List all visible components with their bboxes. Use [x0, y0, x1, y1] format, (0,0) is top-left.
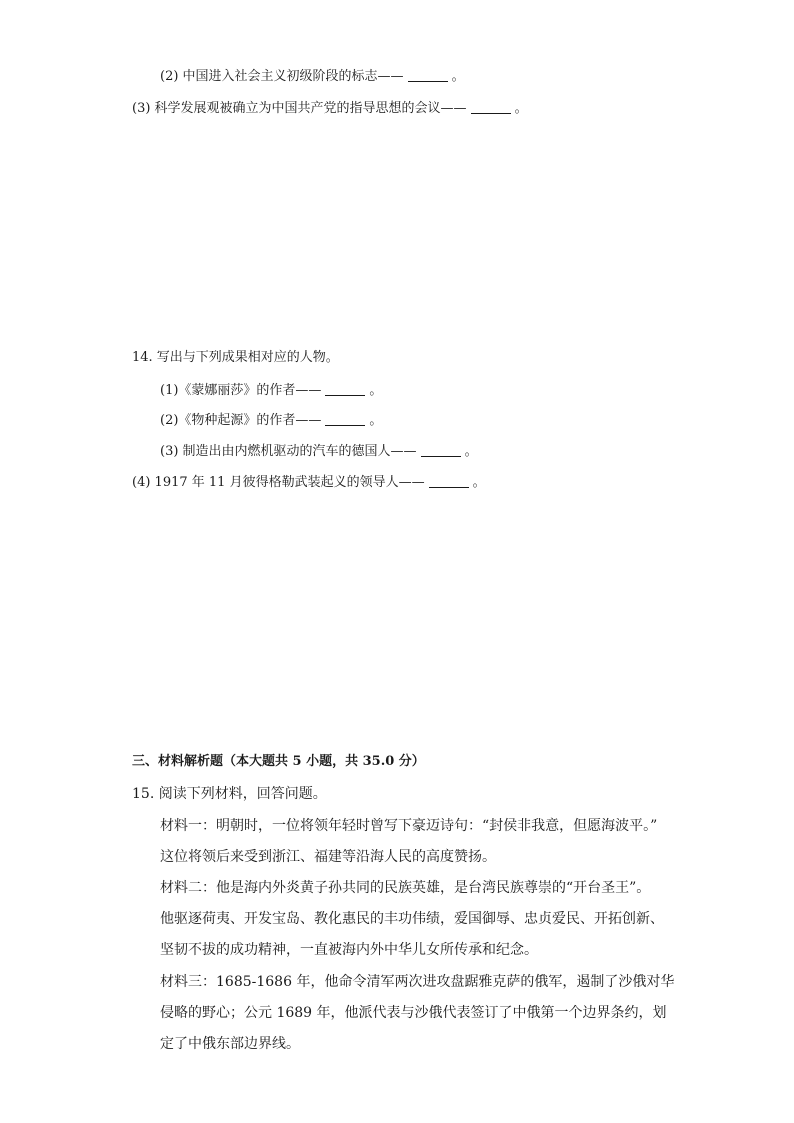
- q13-item-2-text: (2) 中国进入社会主义初级阶段的标志——: [160, 69, 404, 84]
- end-mark: 。: [369, 413, 383, 428]
- material-1-line-1: 材料一：明朝时，一位将领年轻时曾写下豪迈诗句：“封侯非我意，但愿海波平。”: [160, 818, 658, 834]
- answer-blank[interactable]: [471, 99, 511, 114]
- q14-item-2: [160, 411, 382, 430]
- answer-blank[interactable]: [408, 67, 448, 82]
- q14-stem: 14. 写出与下列成果相对应的人物。: [132, 350, 339, 365]
- answer-blank[interactable]: [325, 381, 365, 396]
- answer-blank[interactable]: [325, 411, 365, 426]
- answer-blank[interactable]: [421, 442, 461, 457]
- answer-blank[interactable]: [429, 473, 469, 488]
- end-mark: 。: [514, 101, 528, 116]
- q14-item-2-text: (2)《物种起源》的作者——: [160, 413, 322, 428]
- q14-item-4-text: (4) 1917 年 11 月彼得格勒武装起义的领导人——: [132, 475, 425, 490]
- q14-item-1-text: (1)《蒙娜丽莎》的作者——: [160, 383, 322, 398]
- material-2-line-2: 他驱逐荷夷、开发宝岛、教化惠民的丰功伟绩，爱国御辱、忠贞爱民、开拓创新、: [160, 911, 664, 927]
- material-3-line-1: 材料三：1685-1686 年，他命令清军两次进攻盘踞雅克萨的俄军，遏制了沙俄对华: [160, 974, 675, 990]
- end-mark: 。: [369, 383, 383, 398]
- q13-item-3-text: (3) 科学发展观被确立为中国共产党的指导思想的会议——: [132, 101, 467, 116]
- q13-item-3: [132, 99, 528, 118]
- end-mark: 。: [464, 444, 478, 459]
- material-3-line-3: 定了中俄东部边界线。: [160, 1036, 300, 1052]
- end-mark: 。: [451, 69, 465, 84]
- section-title: 三、材料解析题（本大题共 5 小题，共 35.0 分）: [132, 754, 425, 769]
- material-2-line-3: 坚韧不拔的成功精神，一直被海内外中华儿女所传承和纪念。: [160, 942, 538, 958]
- q14-item-3-text: (3) 制造出由内燃机驱动的汽车的德国人——: [160, 444, 417, 459]
- end-mark: 。: [472, 475, 486, 490]
- q14-item-4: [132, 473, 486, 492]
- material-1-line-2: 这位将领后来受到浙江、福建等沿海人民的高度赞扬。: [160, 849, 496, 865]
- material-2-line-1: 材料二：他是海内外炎黄子孙共同的民族英雄，是台湾民族尊崇的“开台圣王”。: [160, 880, 651, 896]
- q13-item-2: [160, 67, 465, 86]
- material-3-line-2: 侵略的野心；公元 1689 年，他派代表与沙俄代表签订了中俄第一个边界条约，划: [160, 1005, 667, 1021]
- q14-item-3: [160, 442, 478, 461]
- q14-item-1: [160, 381, 382, 400]
- q15-stem: 15. 阅读下列材料，回答问题。: [132, 786, 327, 802]
